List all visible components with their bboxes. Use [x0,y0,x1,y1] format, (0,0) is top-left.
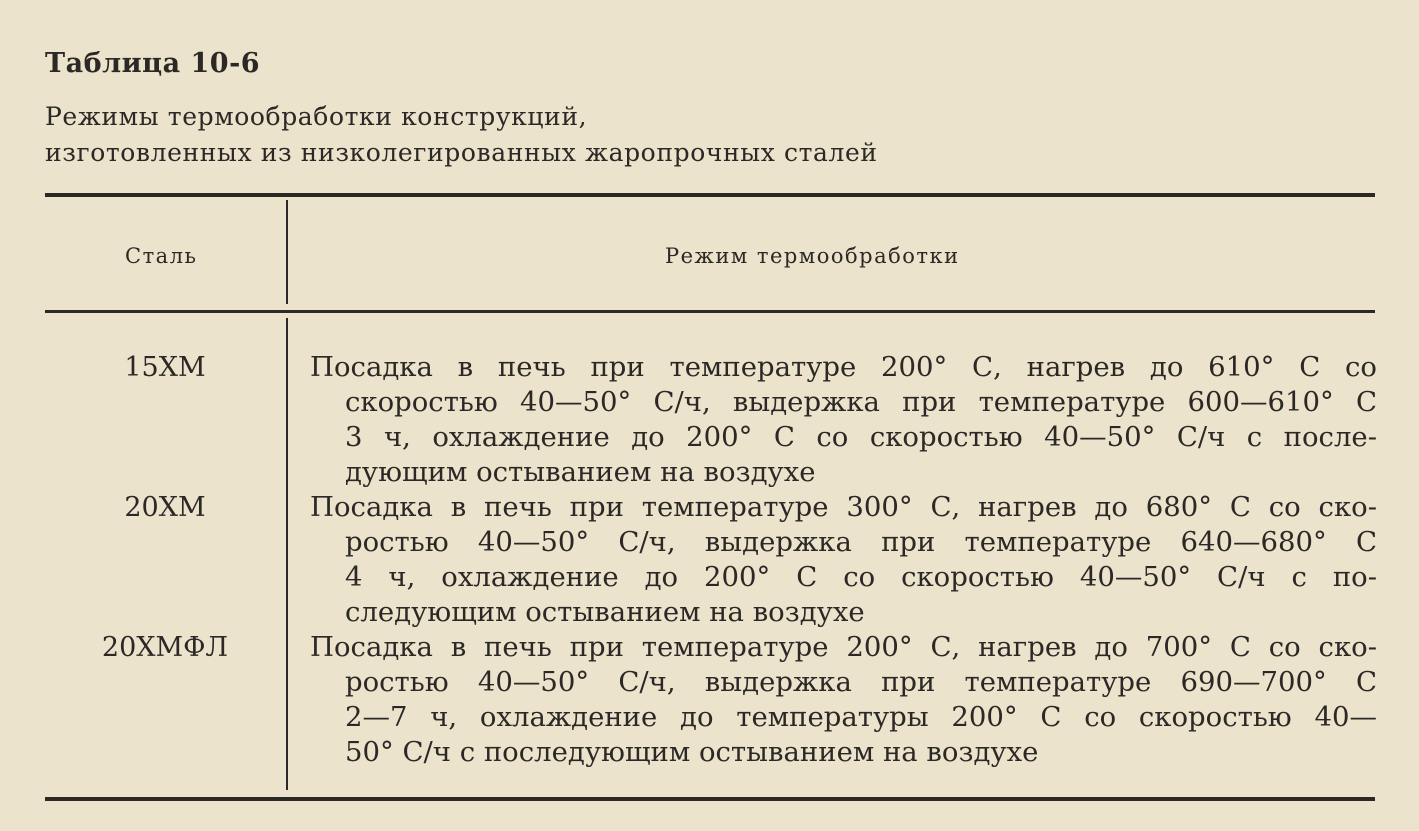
steel-grade: 15ХМ [124,352,206,383]
regime-text-line: дующим остыванием на воздухе [345,456,816,488]
regime-text-line: 50° С/ч с последующим остыванием на воздухе [345,736,1039,768]
regime-text-line: следующим остыванием на воздухе [345,596,865,628]
table-caption-number: Таблица 10-6 [45,48,261,79]
body-divider [286,318,288,790]
header-steel: Сталь [125,244,198,268]
bottom-rule [45,797,1375,801]
header-divider [286,200,288,304]
regime-text-line: 3 ч, охлаждение до 200° С со скоростью 40—50° С/ч с после- [345,421,1377,453]
regime-text-line: 2—7 ч, охлаждение до температуры 200° С со скоростью 40— [345,701,1377,733]
regime-text-line: скоростью 40—50° С/ч, выдержка при температуре 600—610° С [345,386,1377,418]
regime-text-line: 4 ч, охлаждение до 200° С со скоростью 40—50° С/ч с по- [345,561,1377,593]
steel-grade: 20ХМФЛ [101,632,229,663]
regime-text-line: ростью 40—50° С/ч, выдержка при температуре 640—680° С [345,526,1377,558]
regime-text-line: ростью 40—50° С/ч, выдержка при температуре 690—700° С [345,666,1377,698]
steel-grade: 20ХМ [124,492,206,523]
header-rule [45,310,1375,313]
regime-text-line: Посадка в печь при температуре 200° С, нагрев до 700° С со ско- [310,631,1377,663]
header-regime: Режим термообработки [665,244,960,268]
table-caption-line-2: изготовленных из низколегированных жаропрочных сталей [45,138,878,167]
regime-text-line: Посадка в печь при температуре 300° С, нагрев до 680° С со ско- [310,491,1377,523]
regime-text-line: Посадка в печь при температуре 200° С, нагрев до 610° С со [310,351,1377,383]
top-rule [45,193,1375,197]
table-caption-line-1: Режимы термообработки конструкций, [45,102,588,131]
